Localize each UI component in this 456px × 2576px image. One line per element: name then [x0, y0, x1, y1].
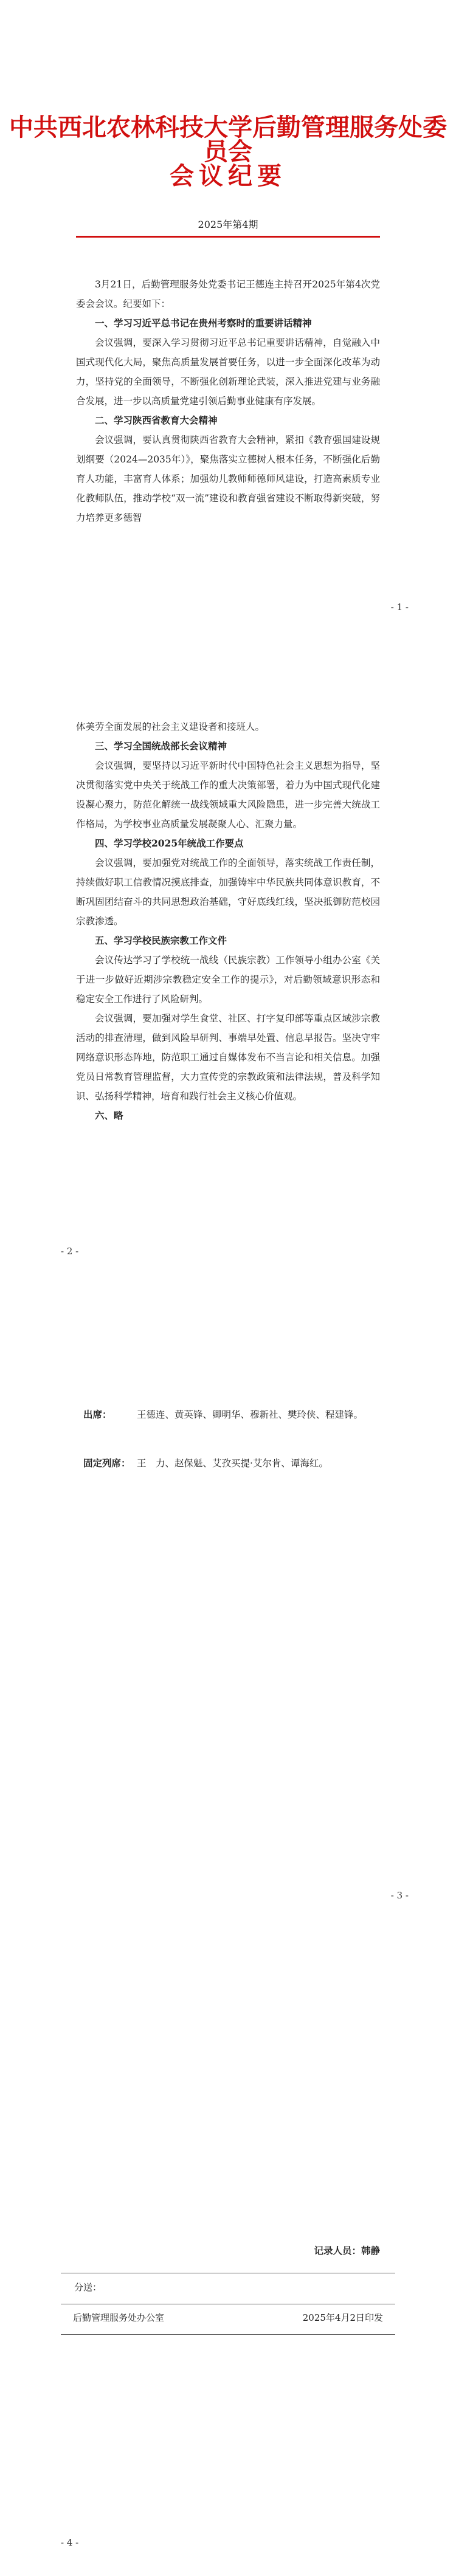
distribution-box: [61, 2273, 395, 2335]
doc-title: 会议纪要: [170, 162, 286, 190]
page-number-2: - 2 -: [61, 1246, 79, 1257]
section-4-heading: 四、学习学校2025年统战工作要点: [95, 837, 244, 849]
section-2-paragraph-part2: 体美劳全面发展的社会主义建设者和接班人。: [76, 721, 265, 732]
page-number-3: - 3 -: [390, 1890, 409, 1901]
section-1-heading: 一、学习习近平总书记在贵州考察时的重要讲话精神: [95, 317, 312, 329]
page-2: [0, 644, 456, 1288]
present-names: 王德连、黄英锋、卿明华、穆新社、樊玲侠、程建锋。: [137, 1409, 364, 1420]
attendance-nonvoting: [76, 1454, 380, 1473]
nonvoting-names: 王 力、赵保魁、艾孜买提·艾尔肯、谭海红。: [137, 1458, 328, 1469]
attendance-present: [76, 1405, 380, 1444]
section-6-heading: 六、略: [95, 1110, 123, 1121]
section-1-paragraph: 会议强调，要深入学习贯彻习近平总书记重要讲话精神，自觉融入中国式现代化大局，聚焦高质量发展首要任务，以进一步全面深化改革为动力，坚持党的全面领导，不断强化创新理论武装，深入推进党建与业务融合发展，进一步以高质量党建引领后勤事业健康有序发展。: [76, 337, 380, 407]
section-4-paragraph: 会议强调，要加强党对统战工作的全面领导，落实统战工作责任制，持续做好职工信教情况摸底排查，加强铸牢中华民族共同体意识教育，不断巩固团结奋斗的共同思想政治基础，守好底线红线，坚决抵御防范校园宗教渗透。: [76, 857, 380, 927]
present-label: 出席：: [83, 1409, 112, 1420]
page-1-content: [76, 275, 380, 527]
page-1: [0, 0, 456, 644]
header-red-rule: [76, 236, 380, 238]
page-number-4: - 4 -: [61, 2537, 79, 2548]
section-2-paragraph-part1: 会议强调，要认真贯彻陕西省教育大会精神，紧扣《教育强国建设规划纲要（2024—2035年）》，聚焦落实立德树人根本任务，不断强化后勤育人功能，丰富育人体系；加强幼儿教师师德师风建设，打造高素质专业化教师队伍，推动学校“双一流”建设和教育强省建设不断取得新突破，努力培养更多德智: [76, 434, 380, 523]
distribution-office: 后勤管理服务处办公室: [73, 2312, 165, 2323]
org-title: 中共西北农林科技大学后勤管理服务处委员会: [9, 113, 447, 166]
page-number-1: - 1 -: [390, 602, 409, 613]
page-4: [0, 1932, 456, 2576]
section-5-paragraph-1: 会议传达学习了学校统一战线（民族宗教）工作领导小组办公室《关于进一步做好近期涉宗教稳定安全工作的提示》，对后勤领域意识形态和稳定安全工作进行了风险研判。: [76, 955, 380, 1005]
intro-paragraph: 3月21日，后勤管理服务处党委书记王德连主持召开2025年第4次党委会会议。纪要如下：: [76, 279, 380, 309]
section-5-paragraph-2: 会议强调，要加强对学生食堂、社区、打字复印部等重点区域涉宗教活动的排查清理，做到风险早研判、事端早处置、信息早报告。坚决守牢网络意识形态阵地，防范职工通过自媒体发布不当言论和相关信息。加强党员日常教育管理监督，大力宣传党的宗教政策和法律法规，普及科学知识、弘扬科学精神，培育和践行社会主义核心价值观。: [76, 1013, 380, 1102]
nonvoting-label: 固定列席：: [83, 1457, 131, 1469]
section-3-paragraph: 会议强调，要坚持以习近平新时代中国特色社会主义思想为指导，坚决贯彻落实党中央关于统战工作的重大决策部署，着力为中国式现代化建设凝心聚力，防范化解统一战线领域重大风险隐患，进一步完善大统战工作格局，为学校事业高质量发展凝聚人心、汇聚力量。: [76, 760, 380, 829]
section-5-heading: 五、学习学校民族宗教工作文件: [95, 935, 227, 946]
page-3: [0, 1288, 456, 1932]
section-2-heading: 二、学习陕西省教育大会精神: [95, 414, 218, 426]
distribution-date: 2025年4月2日印发: [302, 2312, 383, 2323]
section-3-heading: 三、学习全国统战部长会议精神: [95, 740, 227, 752]
issue-number: 2025年第4期: [198, 219, 258, 230]
distribution-label: 分送：: [74, 2282, 102, 2293]
page-2-content: [76, 717, 380, 1125]
recorder: 记录人员：韩静: [314, 2245, 380, 2256]
